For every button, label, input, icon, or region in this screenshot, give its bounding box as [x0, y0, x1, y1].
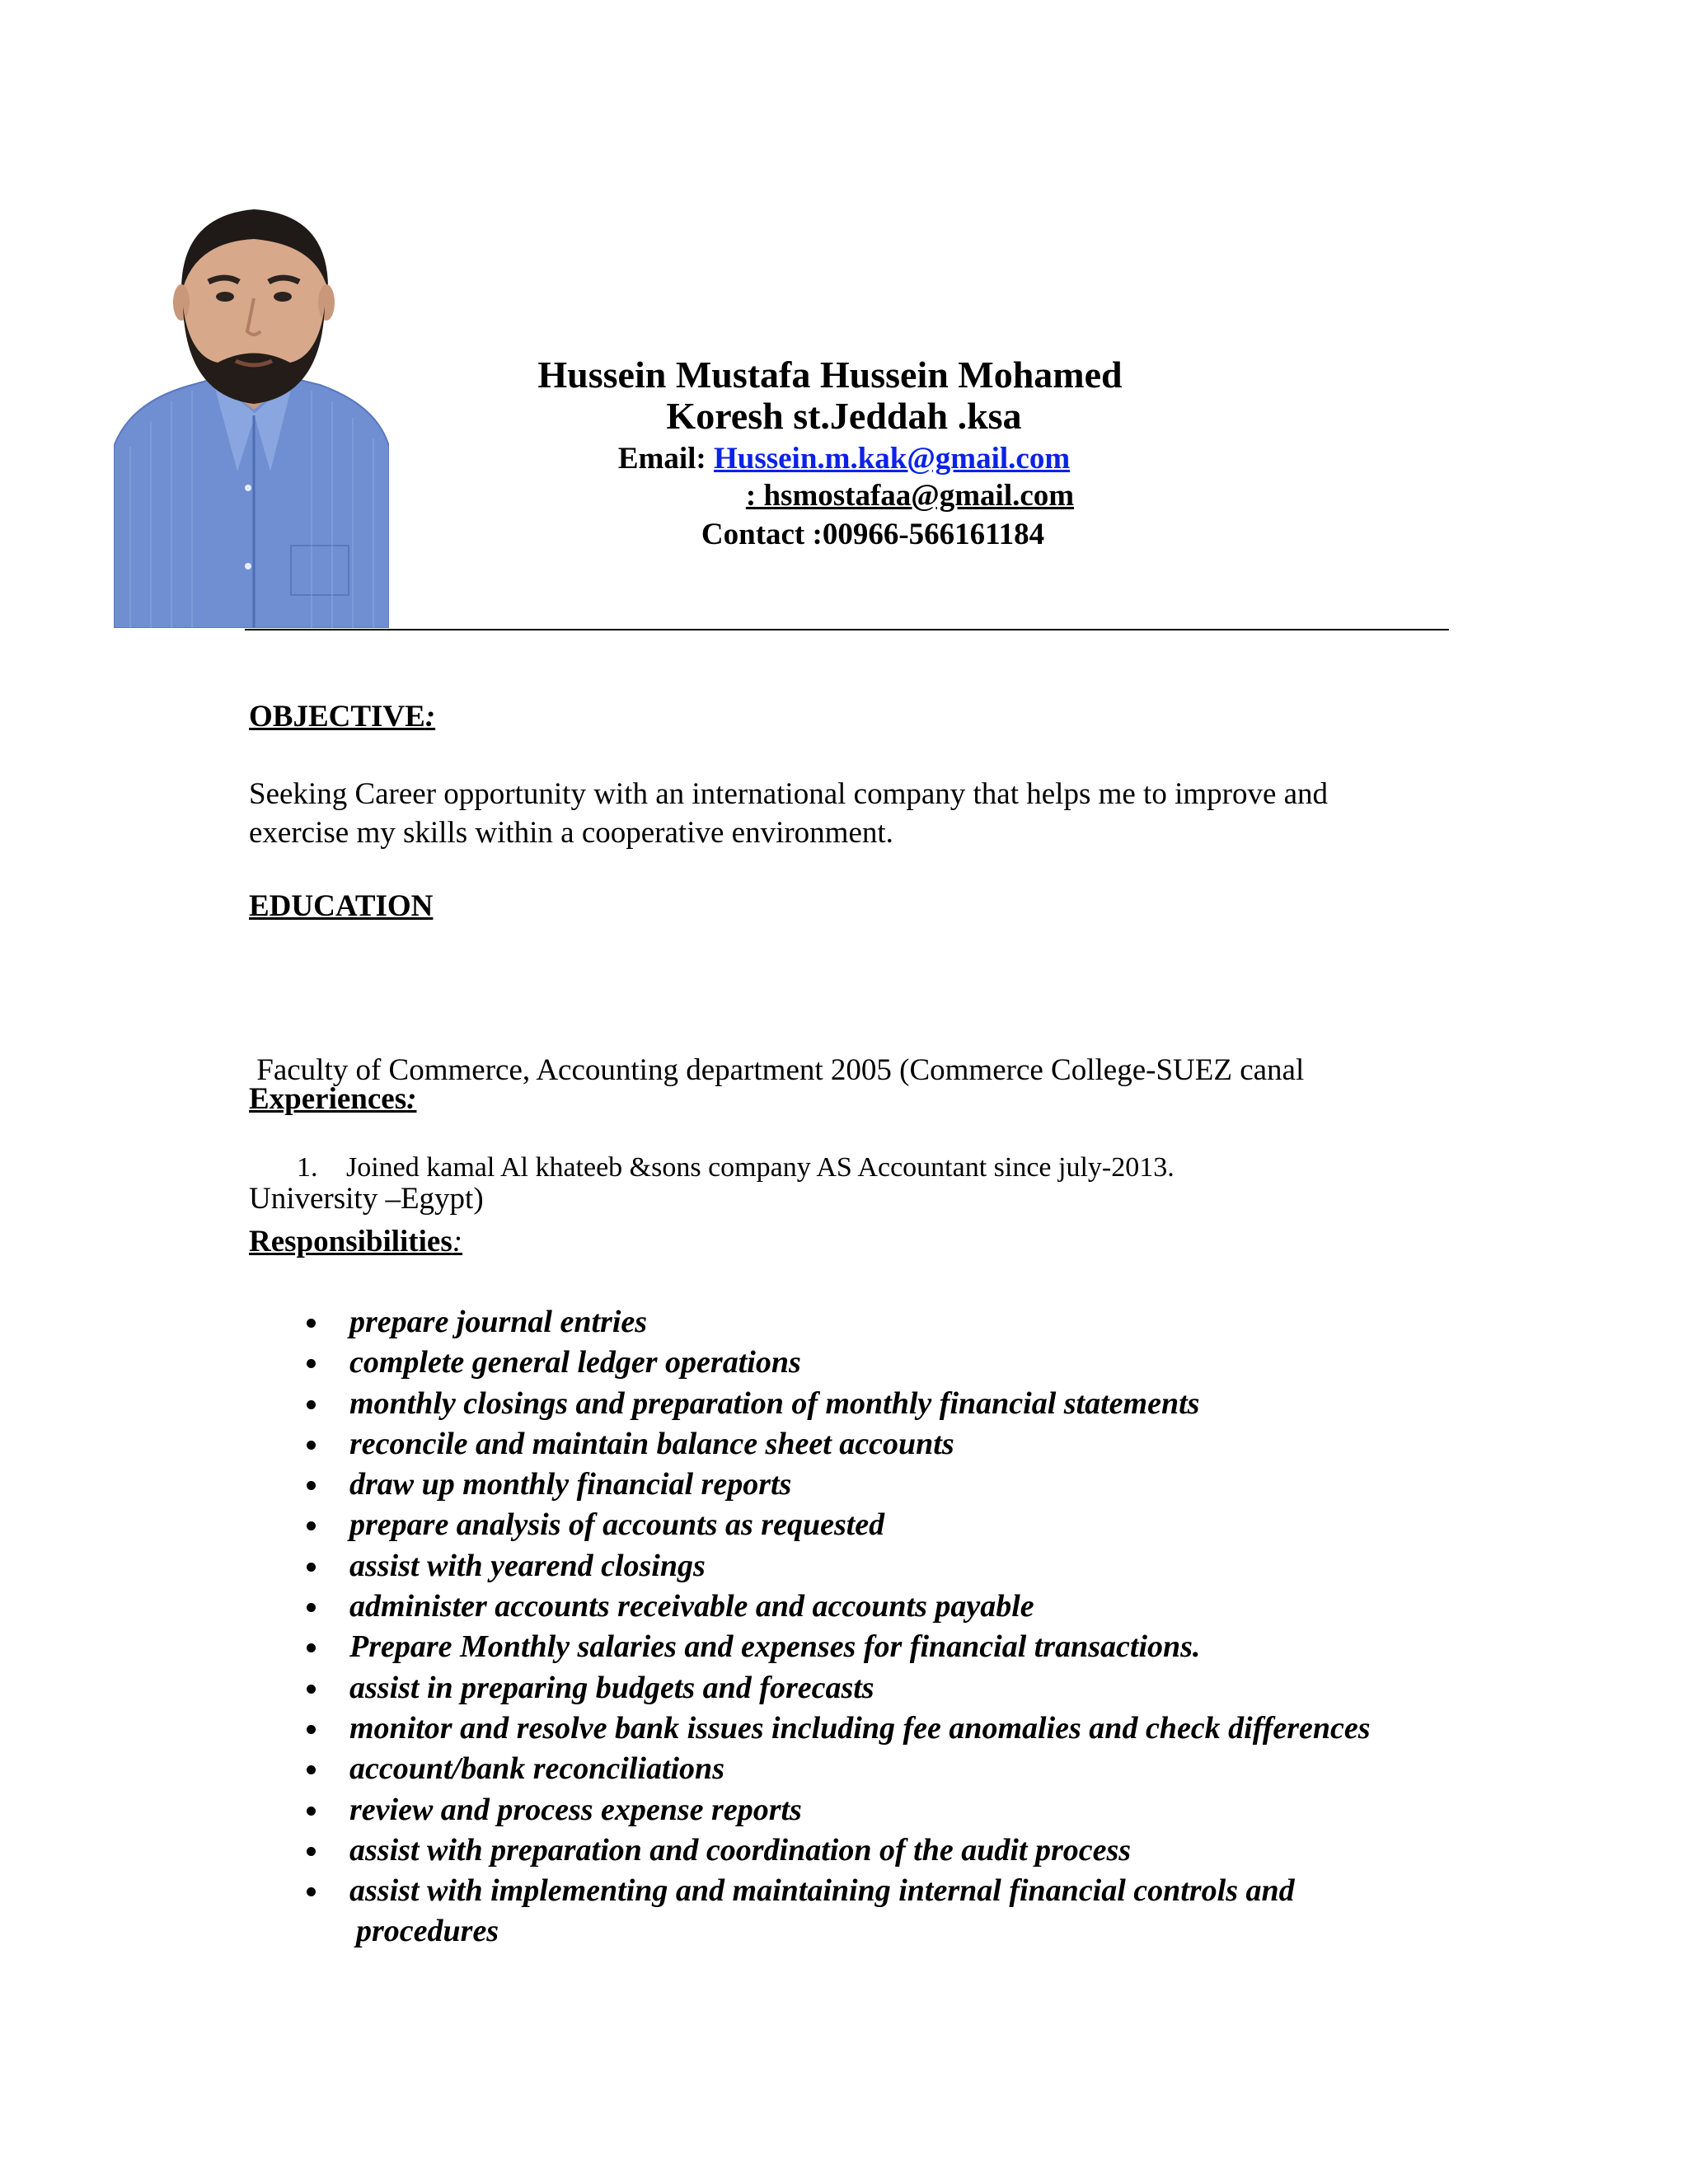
- email-secondary: : hsmostafaa@gmail.com: [745, 479, 1075, 513]
- education-line: Faculty of Commerce, Accounting department 2005 (Commerce College-SUEZ canal: [249, 1053, 1305, 1087]
- email-label: Email:: [617, 442, 714, 476]
- contact-number: Contact :00966-566161184: [701, 518, 1045, 551]
- responsibilities-heading: Responsibilities:: [249, 1225, 463, 1258]
- responsibility-continuation: procedures: [356, 1914, 499, 1949]
- education-heading: EDUCATION: [249, 889, 434, 923]
- objective-line: Seeking Career opportunity with an international company that helps me to improve and: [249, 777, 1329, 811]
- responsibility-item: account/bank reconciliations: [307, 1749, 1371, 1789]
- objective-heading: OBJECTIVE:: [249, 700, 436, 733]
- responsibility-item: assist in preparing budgets and forecasts: [307, 1668, 1371, 1708]
- responsibility-item: prepare analysis of accounts as requested: [307, 1505, 1371, 1545]
- responsibility-item: reconcile and maintain balance sheet accounts: [307, 1424, 1371, 1465]
- objective-text: [249, 775, 1328, 852]
- candidate-address: Koresh st.Jeddah .ksa: [666, 395, 1022, 437]
- education-line: University –Egypt): [249, 1182, 484, 1216]
- email-primary-link[interactable]: Hussein.m.kak@gmail.com: [713, 442, 1071, 476]
- email-secondary-line: [66, 478, 1688, 513]
- responsibility-item: prepare journal entries: [307, 1302, 1371, 1343]
- candidate-name: Hussein Mustafa Hussein Mohamed: [537, 354, 1123, 396]
- responsibility-item: assist with preparation and coordination of the audit process: [307, 1830, 1371, 1871]
- responsibility-item: monitor and resolve bank issues including fee anomalies and check differences: [307, 1708, 1371, 1749]
- responsibility-item-last: [307, 1871, 1371, 1952]
- responsibility-item: monthly closings and preparation of monthly financial statements: [307, 1384, 1371, 1424]
- experience-text: Joined kamal Al khateeb &sons company AS Accountant since july-2013.: [346, 1152, 1175, 1183]
- experience-number: 1.: [297, 1152, 318, 1183]
- responsibility-item: review and process expense reports: [307, 1790, 1371, 1830]
- experiences-heading: Experiences:: [249, 1082, 417, 1116]
- header-divider: [245, 629, 1449, 630]
- responsibility-item: assist with yearend closings: [307, 1546, 1371, 1586]
- objective-line: exercise my skills within a cooperative environment.: [249, 816, 893, 850]
- responsibility-text: assist with implementing and maintaining internal financial controls and: [349, 1873, 1295, 1909]
- experience-item: [297, 1152, 1175, 1183]
- responsibilities-list: [307, 1302, 1371, 1952]
- responsibility-item: Prepare Monthly salaries and expenses for financial transactions.: [307, 1627, 1371, 1667]
- responsibility-item: draw up monthly financial reports: [307, 1465, 1371, 1505]
- responsibility-item: complete general ledger operations: [307, 1343, 1371, 1383]
- email-line: [0, 441, 1688, 476]
- responsibility-item: administer accounts receivable and accounts payable: [307, 1586, 1371, 1627]
